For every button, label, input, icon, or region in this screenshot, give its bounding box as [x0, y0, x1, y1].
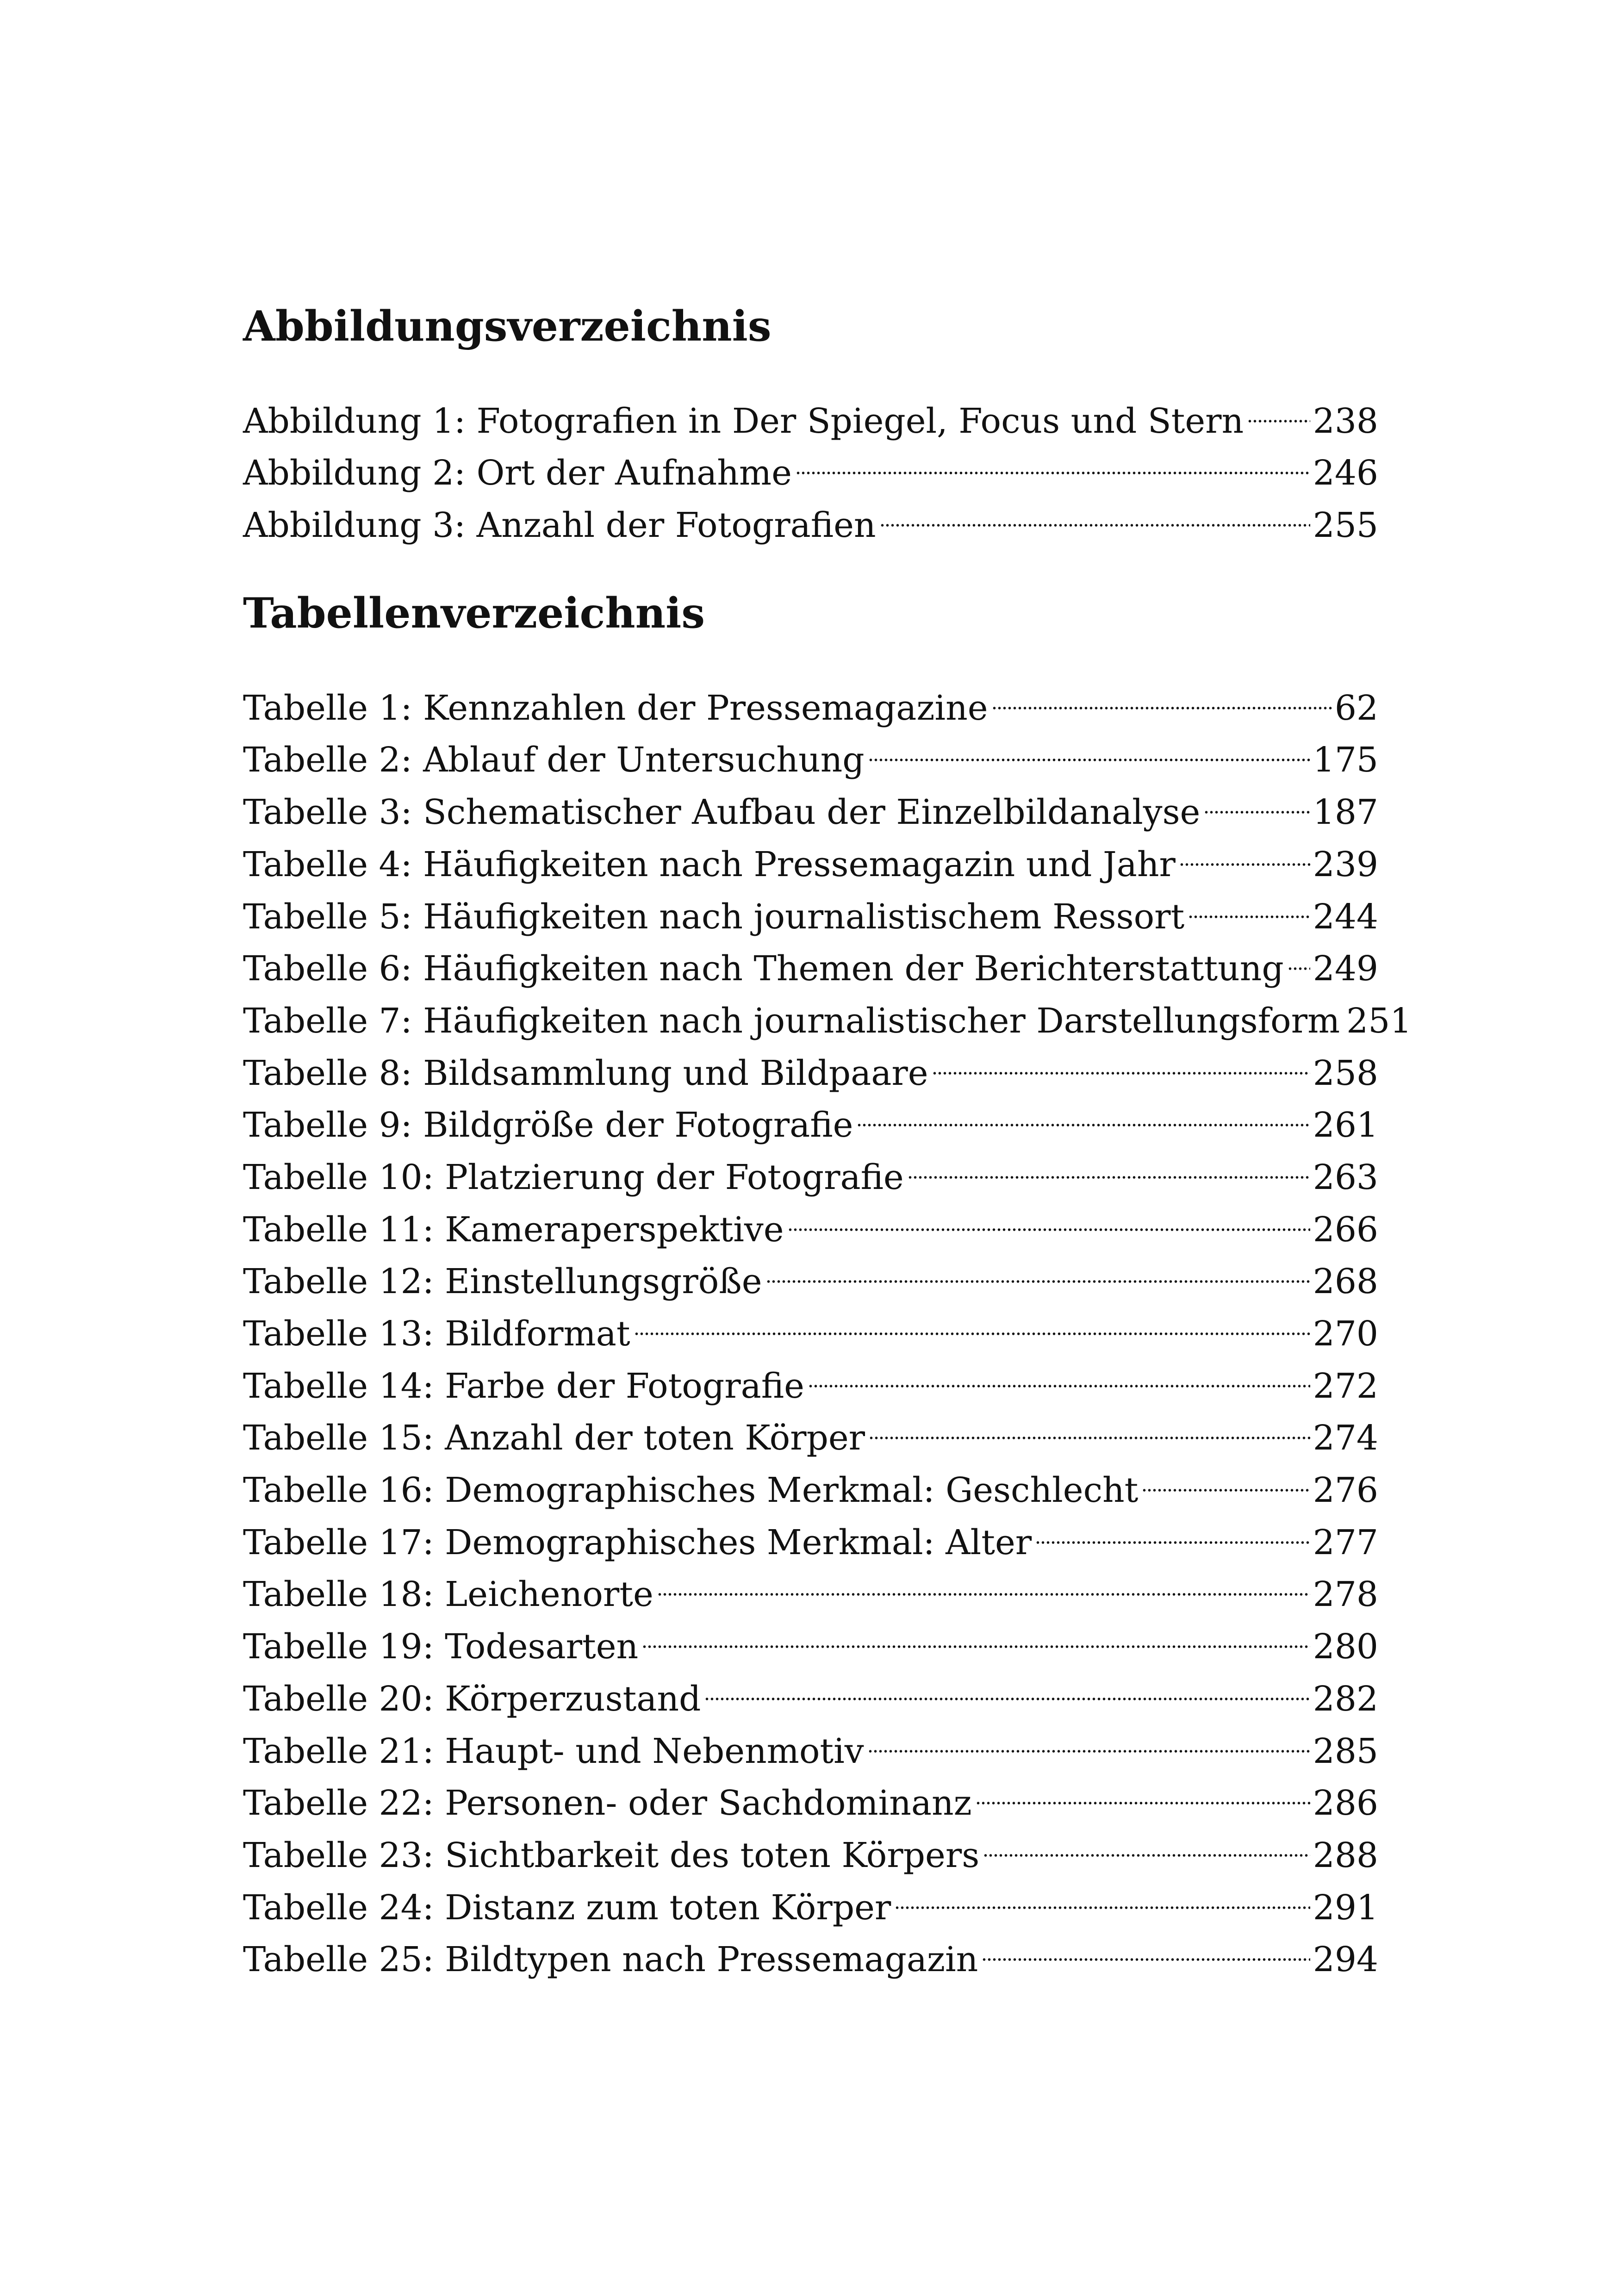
dot-leader	[869, 1398, 1310, 1450]
entry-label: Tabelle 24: Distanz zum toten Körper	[243, 1887, 891, 1928]
entry-label: Tabelle 10: Platzierung der Fotografie	[243, 1157, 904, 1197]
dot-leader	[704, 1658, 1310, 1711]
entry-label: Tabelle 7: Häufigkeiten nach journalistischer Darstellungsform	[243, 1001, 1340, 1041]
dot-leader	[983, 1815, 1310, 1867]
entry-label: Tabelle 11: Kameraperspektive	[243, 1209, 784, 1250]
entry-label: Tabelle 17: Demographisches Merkmal: Alter	[243, 1522, 1032, 1562]
entry-label: Abbildung 1: Fotografien in Der Spiegel, Focus und Stern	[243, 401, 1244, 441]
dot-leader	[1204, 772, 1310, 824]
entry-label: Tabelle 3: Schematischer Aufbau der Einzelbildanalyse	[243, 792, 1201, 833]
entry-page-number: 244	[1313, 896, 1378, 937]
entry-page-number: 277	[1313, 1522, 1378, 1562]
entry-page-number: 238	[1313, 401, 1378, 441]
dot-leader	[982, 1919, 1310, 1972]
entry-label: Tabelle 12: Einstellungsgröße	[243, 1262, 762, 1302]
dot-leader	[788, 1189, 1310, 1241]
entry-page-number: 280	[1313, 1627, 1378, 1667]
entry-label: Tabelle 13: Bildformat	[243, 1314, 630, 1354]
entry-label: Tabelle 21: Haupt- und Nebenmotiv	[243, 1731, 864, 1771]
entry-label: Tabelle 4: Häufigkeiten nach Pressemagazin und Jahr	[243, 844, 1176, 884]
entry-page-number: 266	[1313, 1209, 1378, 1250]
entry-label: Tabelle 19: Todesarten	[243, 1627, 639, 1667]
dot-leader	[868, 720, 1310, 772]
entry-page-number: 251	[1346, 1001, 1412, 1041]
dot-leader	[908, 1137, 1310, 1189]
entry-page-number: 249	[1313, 949, 1378, 989]
dot-leader	[932, 1033, 1310, 1085]
tables-heading: Tabellenverzeichnis	[243, 589, 705, 638]
entry-page-number: 291	[1313, 1887, 1378, 1928]
dot-leader	[808, 1345, 1310, 1398]
entry-label: Tabelle 22: Personen- oder Sachdominanz	[243, 1783, 972, 1823]
entry-page-number: 261	[1313, 1105, 1378, 1145]
entry-page-number: 294	[1313, 1940, 1378, 1980]
dot-leader	[642, 1606, 1310, 1658]
entry-page-number: 272	[1313, 1366, 1378, 1406]
dot-leader	[868, 1711, 1310, 1763]
entry-label: Tabelle 20: Körperzustand	[243, 1679, 701, 1719]
entry-page-number: 268	[1313, 1262, 1378, 1302]
entry-label: Tabelle 25: Bildtypen nach Pressemagazin	[243, 1940, 978, 1980]
dot-leader	[1142, 1450, 1310, 1502]
dot-leader	[1188, 876, 1310, 928]
dot-leader	[766, 1241, 1310, 1294]
table-entry-1[interactable]	[243, 667, 1378, 728]
dot-leader	[1247, 380, 1310, 433]
entry-page-number: 239	[1313, 844, 1378, 884]
dot-leader	[976, 1763, 1310, 1815]
entry-label: Tabelle 16: Demographisches Merkmal: Geschlecht	[243, 1470, 1139, 1511]
dot-leader	[992, 667, 1332, 720]
tables-list	[243, 667, 1412, 1980]
dot-leader	[895, 1867, 1310, 1919]
entry-label: Tabelle 8: Bildsammlung und Bildpaare	[243, 1053, 928, 1093]
entry-page-number: 288	[1313, 1835, 1378, 1875]
entry-label: Tabelle 1: Kennzahlen der Pressemagazine	[243, 688, 988, 728]
entry-page-number: 278	[1313, 1574, 1378, 1615]
entry-page-number: 62	[1334, 688, 1378, 728]
dot-leader	[880, 485, 1310, 537]
entry-label: Tabelle 5: Häufigkeiten nach journalistischem Ressort	[243, 896, 1185, 937]
dot-leader	[1179, 824, 1310, 876]
figure-entry-1[interactable]	[243, 380, 1378, 441]
entry-page-number: 274	[1313, 1418, 1378, 1458]
entry-label: Abbildung 3: Anzahl der Fotografien	[243, 505, 876, 546]
dot-leader	[857, 1085, 1310, 1137]
entry-label: Tabelle 2: Ablauf der Untersuchung	[243, 740, 865, 780]
entry-page-number: 263	[1313, 1157, 1378, 1197]
entry-page-number: 276	[1313, 1470, 1378, 1511]
entry-page-number: 255	[1313, 505, 1378, 546]
entry-page-number: 258	[1313, 1053, 1378, 1093]
entry-label: Tabelle 15: Anzahl der toten Körper	[243, 1418, 865, 1458]
entry-page-number: 246	[1313, 453, 1378, 493]
dot-leader	[1035, 1502, 1310, 1554]
entry-page-number: 285	[1313, 1731, 1378, 1771]
entry-page-number: 187	[1313, 792, 1378, 833]
entry-page-number: 286	[1313, 1783, 1378, 1823]
entry-label: Abbildung 2: Ort der Aufnahme	[243, 453, 792, 493]
entry-page-number: 282	[1313, 1679, 1378, 1719]
entry-page-number: 270	[1313, 1314, 1378, 1354]
entry-label: Tabelle 14: Farbe der Fotografie	[243, 1366, 804, 1406]
figures-list	[243, 380, 1378, 546]
entry-label: Tabelle 6: Häufigkeiten nach Themen der Berichterstattung	[243, 949, 1284, 989]
dot-leader	[796, 433, 1310, 485]
dot-leader	[657, 1554, 1310, 1606]
dot-leader	[1288, 928, 1310, 981]
entry-label: Tabelle 23: Sichtbarkeit des toten Körpers	[243, 1835, 980, 1875]
entry-label: Tabelle 18: Leichenorte	[243, 1574, 653, 1615]
entry-page-number: 175	[1313, 740, 1378, 780]
entry-label: Tabelle 9: Bildgröße der Fotografie	[243, 1105, 853, 1145]
dot-leader	[634, 1293, 1310, 1345]
figures-heading: Abbildungsverzeichnis	[243, 302, 772, 351]
list-of-figures-and-tables	[243, 301, 1412, 1980]
